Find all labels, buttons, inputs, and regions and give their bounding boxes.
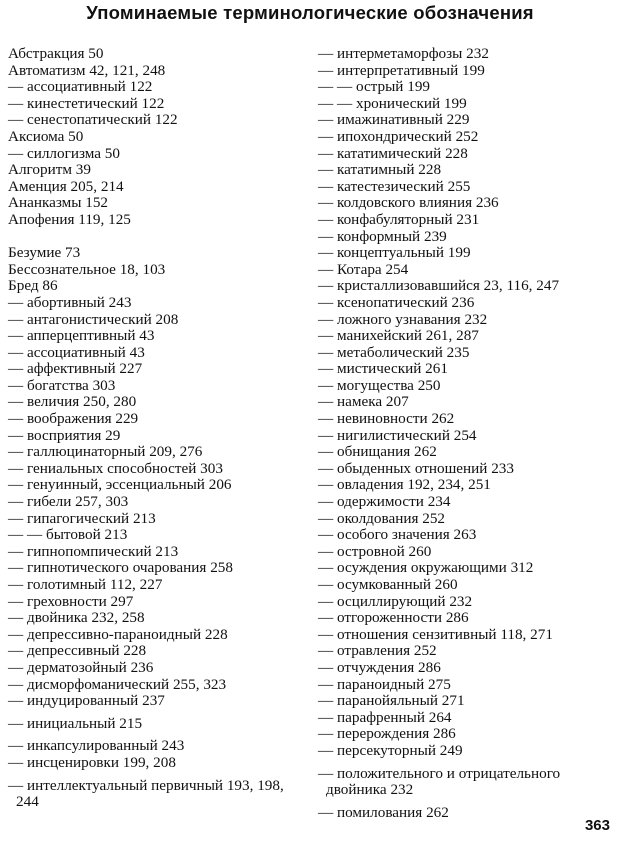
index-entry: Ананказмы 152 — [8, 194, 109, 212]
index-entry: Апофения 119, 125 — [8, 210, 131, 228]
index-entry: — конфабуляторный 231 — [318, 210, 480, 228]
index-entry: — катестезический 255 — [318, 177, 471, 195]
index-entry: — имажинативный 229 — [318, 111, 470, 129]
index-entry: — мистический 261 — [318, 360, 448, 378]
index-entry: — метаболический 235 — [318, 343, 470, 361]
index-entry: — одержимости 234 — [318, 493, 451, 511]
index-entry: — гипнотического очарования 258 — [8, 559, 233, 577]
index-column-left — [8, 46, 308, 811]
index-entry: — голотимный 112, 227 — [8, 576, 163, 593]
index-entry: — ксенопатический 236 — [318, 293, 475, 311]
index-entry: — отчуждения 286 — [318, 658, 441, 676]
index-entry: — антагонистический 208 — [8, 310, 179, 328]
index-entry: — осуждения окружающими 312 — [318, 559, 534, 577]
index-entry: — апперцептивный 43 — [8, 327, 155, 345]
index-entry: — величия 250, 280 — [8, 393, 137, 411]
index-entry: Автоматизм 42, 121, 248 — [8, 61, 166, 79]
index-entry: Алгоритм 39 — [8, 161, 91, 179]
index-entry: — гениальных способностей 303 — [8, 459, 223, 477]
index-entry: — осциллирующий 232 — [318, 592, 473, 610]
index-entry: — перерождения 286 — [318, 725, 456, 743]
index-entry: — ассоциативный 122 — [8, 78, 153, 96]
index-entry: — гибели 257, 303 — [8, 493, 129, 511]
index-entry: — ассоциативный 43 — [8, 343, 145, 361]
index-entry: — кинестетический 122 — [8, 94, 165, 112]
index-entry: — сенестопатический 122 — [8, 111, 178, 129]
index-entry: — персекуторный 249 — [318, 741, 463, 759]
index-entry: — воображения 229 — [8, 410, 139, 428]
index-entry: — Котара 254 — [318, 260, 409, 278]
index-entry: — могущества 250 — [318, 376, 441, 394]
index-entry: — инициальный 215 — [8, 714, 143, 732]
index-entry: — гипагогический 213 — [8, 509, 156, 527]
index-entry: — богатства 303 — [8, 376, 116, 394]
index-entry: — ложного узнавания 232 — [318, 310, 488, 328]
index-entry: — отношения сензитивный 118, 271 — [318, 625, 553, 643]
index-entry: — индуцированный 237 — [8, 692, 165, 710]
index-entry: — обыденных отношений 233 — [318, 459, 514, 477]
index-entry: — параноидный 275 — [318, 675, 451, 693]
index-entry: — осумкованный 260 — [318, 576, 458, 593]
index-entry: — колдовского влияния 236 — [318, 194, 499, 212]
index-entry: — помилования 262 — [318, 803, 449, 821]
index-entry: — околдования 252 — [318, 509, 446, 527]
index-entry: — манихейский 261, 287 — [318, 327, 479, 345]
index-entry: Абстракция 50 — [8, 45, 104, 62]
index-entry: — кататимный 228 — [318, 161, 442, 179]
index-entry: — интерметаморфозы 232 — [318, 45, 489, 62]
index-entry: — гипнопомпический 213 — [8, 542, 179, 560]
index-entry: — дисморфоманический 255, 323 — [8, 675, 227, 693]
index-entry: — невиновности 262 — [318, 410, 455, 428]
index-entry: — паранойяльный 271 — [318, 692, 465, 710]
index-entry: — отгороженности 286 — [318, 609, 469, 627]
page-number: 363 — [584, 817, 610, 834]
index-entry: — парафренный 264 — [318, 708, 452, 726]
index-entry: — интеллектуальный первичный 193, 198, 244 — [8, 776, 284, 811]
index-entry: — силлогизма 50 — [8, 144, 120, 162]
index-entry: — намека 207 — [318, 393, 409, 411]
index-entry: — концептуальный 199 — [318, 244, 471, 262]
index-entry: — ипохондрический 252 — [318, 127, 479, 145]
index-entry: Аксиома 50 — [8, 127, 84, 145]
index-entry: — инсценировки 199, 208 — [8, 753, 176, 771]
index-entry: — инкапсулированный 243 — [8, 737, 185, 755]
index-entry: — абортивный 243 — [8, 293, 132, 311]
index-entry: — аффективный 227 — [8, 360, 143, 378]
index-entry: Бред 86 — [8, 277, 58, 295]
index-entry: Безумие 73 — [8, 244, 81, 262]
index-entry: — дерматозойный 236 — [8, 658, 154, 676]
index-entry: — депрессивно-параноидный 228 — [8, 625, 228, 643]
index-entry: — отравления 252 — [318, 642, 437, 660]
index-entry: — обнищания 262 — [318, 443, 437, 461]
index-entry: — — хронический 199 — [318, 94, 467, 112]
index-entry: — нигилистический 254 — [318, 426, 477, 444]
page-title: Упоминаемые терминологические обозначения — [86, 2, 534, 23]
index-entry: — интерпретативный 199 — [318, 61, 485, 79]
index-entry: — генуинный, эссенциальный 206 — [8, 476, 232, 494]
index-entry: — двойника 232, 258 — [8, 609, 145, 627]
index-entry: — кататимический 228 — [318, 144, 468, 162]
index-entry: — островной 260 — [318, 542, 432, 560]
index-entry: — галлюцинаторный 209, 276 — [8, 443, 203, 461]
index-entry: — особого значения 263 — [318, 526, 477, 544]
index-entry: — восприятия 29 — [8, 426, 121, 444]
index-entry: — депрессивный 228 — [8, 642, 147, 660]
index-entry: Бессознательное 18, 103 — [8, 260, 166, 278]
index-entry: — — бытовой 213 — [8, 526, 128, 544]
index-entry: — кристаллизовавшийся 23, 116, 247 — [318, 277, 560, 295]
section-gap — [8, 229, 308, 246]
index-entry: — положительного и отрицательного двойника 232 — [318, 764, 561, 799]
index-entry: — — острый 199 — [318, 78, 431, 96]
index-entry: — овладения 192, 234, 251 — [318, 476, 491, 494]
index-entry: — конформный 239 — [318, 227, 447, 245]
index-column-right — [318, 46, 618, 821]
index-entry: — греховности 297 — [8, 592, 134, 610]
index-entry: Аменция 205, 214 — [8, 177, 124, 195]
